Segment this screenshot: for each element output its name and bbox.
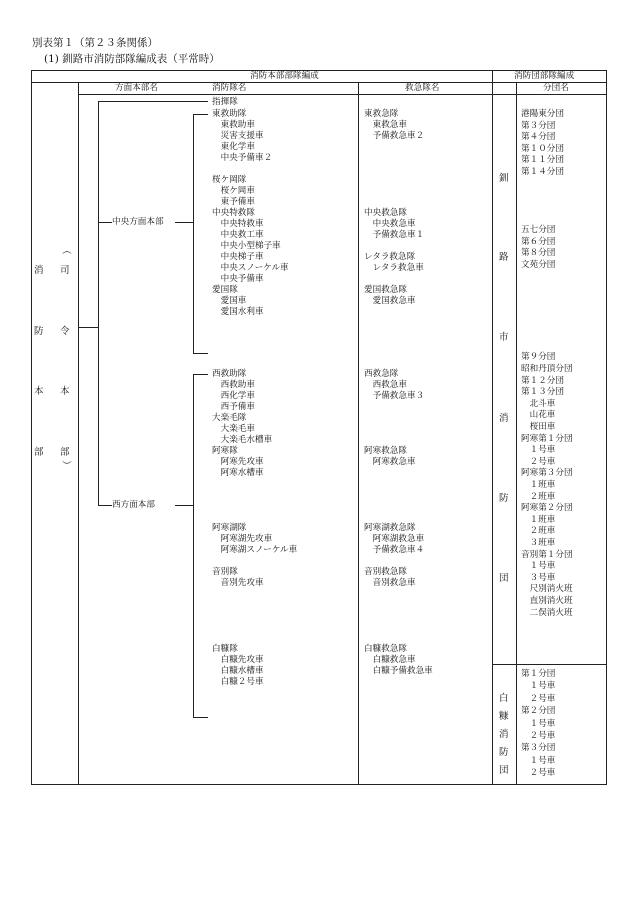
table-line (212, 512, 297, 523)
label-hon: 本 (34, 386, 44, 397)
table-line: 桜ケ岡隊 (212, 175, 247, 185)
shiki-tai: 指揮隊 (212, 97, 238, 107)
table-line (364, 600, 433, 611)
table-line: 愛国水利車 (212, 307, 264, 317)
label-hon2: 本 (60, 386, 70, 397)
label-paren-close: ） (59, 460, 71, 470)
table-line: 港陽東分団 (521, 109, 564, 119)
table-line (364, 611, 433, 622)
table-line: 愛国隊 (212, 285, 238, 295)
table-line: 第３分団 (521, 743, 556, 754)
table-line: 阿寒湖隊 (212, 523, 247, 533)
table-line: 第６分団 (521, 236, 556, 247)
table-line: 阿寒湖救急車 (364, 534, 425, 544)
table-line: 白糠２号車 (212, 677, 264, 687)
table-line (212, 589, 297, 600)
table-line: 音別隊 (212, 567, 238, 577)
kushiro-bo: 防 (499, 493, 509, 504)
table-line (212, 611, 297, 622)
table-line: 阿寒先攻車 (212, 457, 264, 467)
table-line: ２号車 (521, 768, 556, 779)
table-line: 第３分団 (521, 120, 556, 131)
table-line: 二俣消火班 (521, 607, 573, 618)
table-line: レタラ救急隊 (364, 252, 416, 262)
header-shobodan: 消防団部隊編成 (514, 71, 575, 81)
table-line: 大楽毛車 (212, 424, 255, 434)
kushiro-sho: 消 (499, 413, 509, 424)
table-line: 第１４分団 (521, 166, 564, 177)
homen-nishi: 西方面本部 (112, 500, 155, 510)
table-line: 西救急隊 (364, 369, 399, 379)
table-line: 中央スノーケル車 (212, 263, 289, 273)
table-line (521, 341, 573, 353)
table-line: 東救助隊 (212, 109, 247, 119)
table-line: 愛国車 (212, 296, 247, 306)
table-line: 予備救急車３ (364, 391, 425, 401)
table-line (364, 197, 424, 208)
homen-chuo: 中央方面本部 (112, 217, 164, 227)
table-line: 災害支援車 (212, 131, 264, 141)
table-line: 阿寒第１分団 (521, 433, 573, 444)
label-paren-open: （ (59, 245, 71, 255)
table-line (364, 164, 424, 175)
kushiro-ro: 路 (499, 252, 509, 263)
table-line: 西予備車 (212, 402, 255, 412)
table-line: 第２分団 (521, 706, 556, 717)
table-line: 阿寒湖スノーケル車 (212, 545, 298, 555)
shiranuka-bo: 防 (499, 747, 509, 758)
table-line (212, 479, 297, 490)
table-line: 昭和丹頂分団 (521, 364, 573, 375)
table-line: １号車 (521, 561, 556, 572)
table-line: 阿寒救急車 (364, 457, 416, 467)
table-line: 白糠予備救急車 (364, 666, 433, 676)
table-line: １号車 (521, 755, 556, 766)
label-bu2: 部 (60, 447, 70, 458)
table-line (364, 175, 424, 186)
table-line (364, 556, 433, 567)
table-line (364, 468, 433, 479)
table-line: 北斗車 (521, 398, 556, 409)
header-honbu: 消防本部部隊編成 (250, 71, 319, 81)
table-line (521, 318, 573, 330)
table-line: 白糠水槽車 (212, 666, 264, 676)
header-homen: 方面本部名 (115, 83, 158, 93)
label-shi: 司 (60, 265, 70, 276)
table-line (521, 271, 573, 283)
shiranuka-shira: 白 (499, 693, 509, 704)
table-line (364, 153, 424, 164)
table-line (212, 164, 289, 175)
table-line: 東救急隊 (364, 109, 399, 119)
kushiro-ku: 釧 (499, 173, 509, 184)
table-line (364, 186, 424, 197)
table-line (364, 435, 433, 446)
table-line: ２班車 (521, 491, 556, 502)
table-line: 第９分団 (521, 352, 556, 363)
table-line: 阿寒救急隊 (364, 446, 407, 456)
table-line (364, 402, 433, 413)
table-line: 白糠隊 (212, 644, 238, 654)
table-line (212, 600, 297, 611)
header-shobotai: 消防隊名 (212, 83, 247, 93)
label-bu: 部 (34, 447, 44, 458)
table-line (364, 241, 424, 252)
table-line: 阿寒隊 (212, 446, 238, 456)
table-line: 愛国救急車 (364, 296, 416, 306)
shiranuka-dan: 団 (499, 765, 509, 776)
table-line: ２号車 (521, 456, 556, 467)
table-line: 西救急車 (364, 380, 407, 390)
table-line (521, 306, 573, 318)
table-line: 山花車 (521, 410, 556, 421)
table-line (521, 283, 573, 295)
table-line (364, 633, 433, 644)
table-line: 予備救急車２ (364, 131, 425, 141)
table-line: 音別先攻車 (212, 578, 264, 588)
table-line: 東化学車 (212, 142, 255, 152)
document-subtitle: (1) 釧路市消防部隊編成表（平常時） (44, 53, 220, 65)
table-line (212, 633, 297, 644)
table-line: 中央予備車 (212, 274, 264, 284)
shobotai-upper-list (212, 109, 289, 318)
table-line: 音別救急隊 (364, 567, 407, 577)
table-line (364, 622, 433, 633)
table-line (212, 556, 297, 567)
table-line: 第１３分団 (521, 387, 564, 398)
table-line: 第４分団 (521, 132, 556, 143)
shobotai-lower-list (212, 369, 297, 688)
table-line (212, 622, 297, 633)
table-line: 桜ケ岡車 (212, 186, 255, 196)
table-line: 中央救急隊 (364, 208, 407, 218)
table-line: 白糠救急車 (364, 655, 416, 665)
table-line: 第１１分団 (521, 155, 564, 166)
bundan-shiranuka-list (521, 668, 555, 780)
table-line: 西救助隊 (212, 369, 247, 379)
table-line (364, 142, 424, 153)
table-line: 西救助車 (212, 380, 255, 390)
table-line: 中央特救隊 (212, 208, 255, 218)
table-line (364, 490, 433, 501)
label-bo: 防 (34, 326, 44, 337)
table-line (364, 589, 433, 600)
table-line: 中央予備車２ (212, 153, 273, 163)
table-line: 阿寒水槽車 (212, 468, 264, 478)
kyukyu-lower-list (364, 369, 433, 677)
table-line: 大楽毛隊 (212, 413, 247, 423)
table-line: 大楽毛水槽車 (212, 435, 273, 445)
shiranuka-nuka: 糠 (499, 711, 509, 722)
table-line: 阿寒第２分団 (521, 503, 573, 514)
table-line: 阿寒湖救急隊 (364, 523, 416, 533)
table-line: 五七分団 (521, 224, 556, 235)
table-line: 桜田車 (521, 422, 556, 433)
table-line: 音別第１分団 (521, 549, 573, 560)
table-line (212, 490, 297, 501)
table-line (521, 213, 573, 225)
table-line: １班車 (521, 514, 556, 525)
table-line: 阿寒湖先攻車 (212, 534, 273, 544)
table-line: １班車 (521, 480, 556, 490)
table-line: 白糠救急隊 (364, 644, 407, 654)
table-line: 中央小型梯子車 (212, 241, 281, 251)
table-line: １号車 (521, 718, 556, 729)
bundan-kushiro-list (521, 109, 573, 619)
table-line: ２号車 (521, 693, 556, 704)
table-line (364, 413, 433, 424)
table-line: 予備救急車１ (364, 230, 425, 240)
table-line: ３班車 (521, 537, 556, 548)
kushiro-shi: 市 (499, 332, 509, 343)
table-line (364, 274, 424, 285)
table-line: 第１０分団 (521, 143, 564, 154)
table-line: 阿寒第３分団 (521, 468, 573, 479)
label-shobo: 消 (34, 265, 44, 276)
shiranuka-sho: 消 (499, 729, 509, 740)
table-line (521, 329, 573, 341)
table-line: 文苑分団 (521, 259, 556, 270)
table-line: 中央救急車 (364, 219, 416, 229)
table-line: 東予備車 (212, 197, 255, 207)
table-line: 予備救急車４ (364, 545, 425, 555)
table-line (521, 202, 573, 214)
table-line (364, 512, 433, 523)
table-line: 東救助車 (212, 120, 255, 130)
kushiro-dan: 団 (499, 573, 509, 584)
table-line: 尺別消火班 (521, 584, 573, 595)
table-line: 第８分団 (521, 248, 556, 259)
header-bundan: 分団名 (543, 83, 569, 93)
table-line: 直別消火班 (521, 595, 573, 606)
header-kyukyu: 救急隊名 (405, 83, 440, 93)
table-line (364, 424, 433, 435)
table-line: 東救急車 (364, 120, 407, 130)
table-line (521, 179, 573, 191)
document-title: 別表第１（第２３条関係） (32, 37, 158, 49)
table-line: ２班車 (521, 526, 556, 537)
table-line: １号車 (521, 681, 556, 692)
label-rei: 令 (60, 326, 70, 337)
table-line: ３号車 (521, 572, 556, 583)
table-line (364, 479, 433, 490)
table-line (521, 190, 573, 202)
table-line (364, 501, 433, 512)
table-line: ２号車 (521, 731, 556, 742)
table-line: 音別救急車 (364, 578, 416, 588)
table-line: 白糠先攻車 (212, 655, 264, 665)
table-line: 第１分団 (521, 669, 556, 679)
table-line (521, 295, 573, 307)
kyukyu-upper-list (364, 109, 424, 307)
table-line: 中央特救車 (212, 219, 264, 229)
table-line: 愛国救急隊 (364, 285, 407, 295)
table-line (212, 501, 297, 512)
table-line: 中央救工車 (212, 230, 264, 240)
table-line: 中央梯子車 (212, 252, 264, 262)
table-line: 第１２分団 (521, 375, 564, 386)
table-line: レタラ救急車 (364, 263, 424, 273)
table-line: １号車 (521, 445, 556, 456)
table-line: 西化学車 (212, 391, 255, 401)
